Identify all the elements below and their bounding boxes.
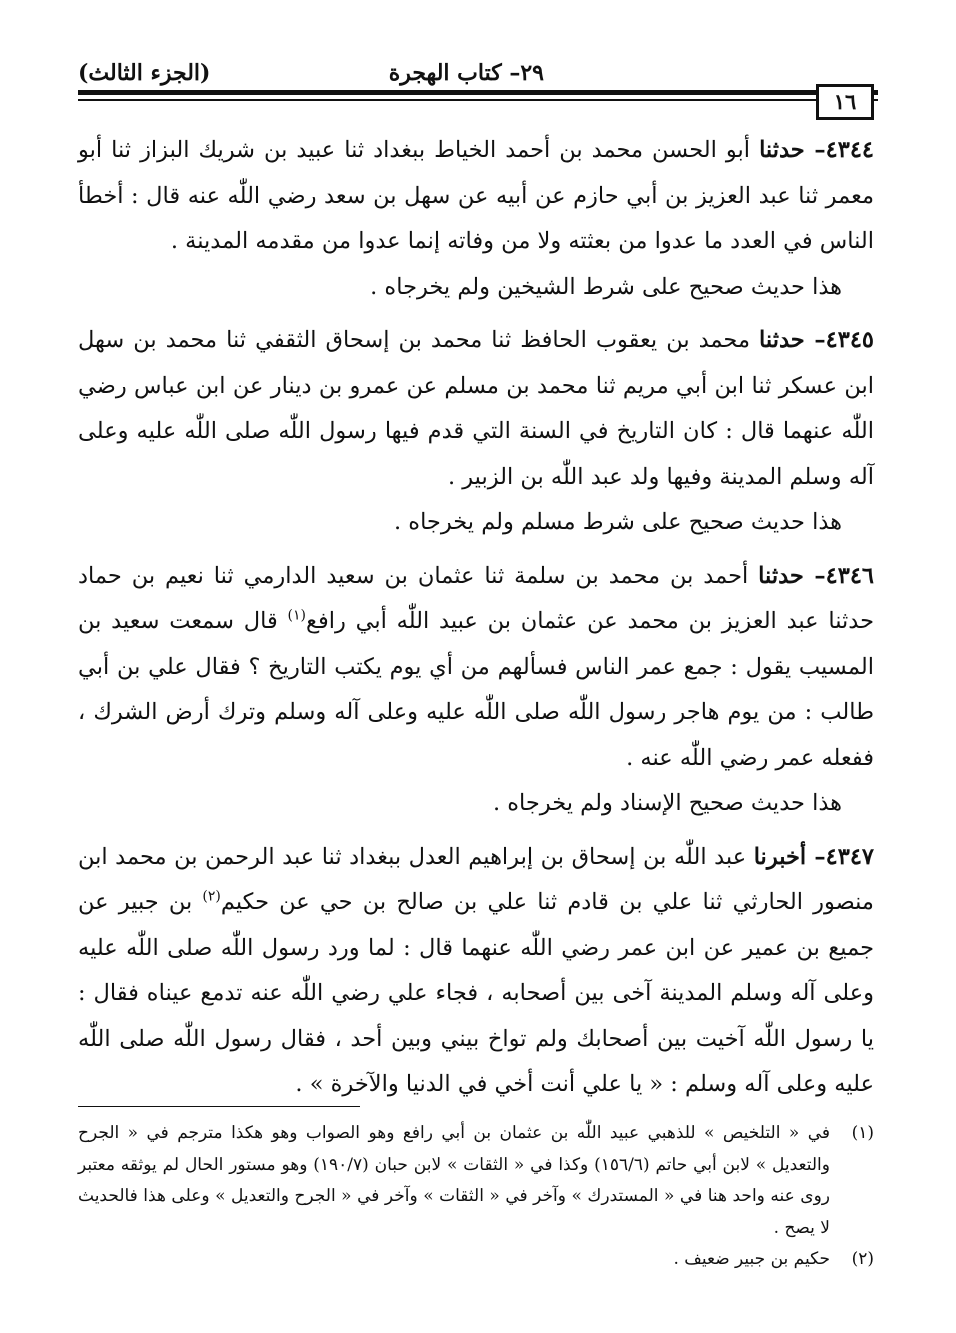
footnote-2 bbox=[78, 1244, 874, 1276]
header-rule-thin bbox=[78, 99, 878, 101]
hadith-text: أبو الحسن محمد بن أحمد الخياط ببغداد ثنا عبيد بن شريك البزاز ثنا أبو معمر ثنا عبد العزيز بن أبي حازم عن أبيه عن سهل بن سعد رضي اللّٰه عنه قال : أخطأ الناس في العدد ما عدوا من بعثته ولا من وفاته إنما عدوا من مقدمه المدينة . bbox=[78, 137, 874, 254]
page-number: ١٦ bbox=[833, 89, 857, 114]
footnote-ref[interactable]: (١) bbox=[287, 607, 306, 624]
footnote-1 bbox=[78, 1118, 874, 1244]
footnotes bbox=[78, 1118, 874, 1276]
footnote-divider bbox=[78, 1106, 360, 1107]
hadith-4347: ٤٣٤٧– أخبرنا عبد اللّٰه بن إسحاق بن إبراهيم العدل ببغداد ثنا عبد الرحمن بن محمد ابن منصور الحارثي ثنا علي بن قادم ثنا علي بن صالح بن حي عن حكيم$^{(٢)}$ بن جبير عن جميع بن عمير عن ابن عمر رضي اللّٰه عنهما قال : لما ورد رسول اللّٰه صلى اللّٰه عليه وعلى آله وسلم المدينة آخى بين أصحابه ، فجاء علي رضي اللّٰه عنه تدمع عيناه فقال : يا رسول اللّٰه آخيت بين أصحابك ولم تواخ بيني وبين أحد ، فقال رسول اللّٰه صلى اللّٰه عليه وعلى آله وسلم : « يا علي أنت أخي في الدنيا والآخرة » . bbox=[78, 843, 874, 1097]
page-number-box bbox=[816, 84, 874, 120]
hadith-number: ٤٣٤٧ bbox=[825, 843, 874, 870]
main-text bbox=[78, 128, 874, 1108]
footnote-text: في « التلخيص » للذهبي عبيد اللّٰه بن عثمان بن أبي رافع وهو الصواب وهو هكذا مترجم في « الجرح والتعديل » لابن أبي حاتم (١٥٦/٦) وكذا في « الثقات » لابن حبان (١٩٠/٧) وهو مستور الحال لم يوثقه معتبر روى عنه واحد هنا في « المستدرك » وآخر في « الثقات » وآخر في « الجرح والتعديل » وعلى هذا فالحديث لا يصح . bbox=[78, 1123, 830, 1238]
header-rule-thick bbox=[78, 90, 878, 95]
hadith-verdict: هذا حديث صحيح على شرط مسلم ولم يخرجاه . bbox=[393, 509, 842, 535]
footnote-number: (١) bbox=[851, 1123, 874, 1143]
hadith-number: ٤٣٤٥ bbox=[825, 327, 874, 353]
hadith-lead-word: حدثنا bbox=[758, 562, 804, 589]
hadith-number: ٤٣٤٤ bbox=[825, 137, 874, 163]
hadith-text: قال سمعت سعيد بن المسيب يقول : جمع عمر الناس فسألهم من أي يوم يكتب التاريخ ؟ فقال علي بن أبي طالب : من يوم هاجر رسول اللّٰه صلى اللّٰه عليه وعلى آله وسلم وترك أرض الشرك ، ففعله عمر رضي اللّٰه عنه . bbox=[78, 608, 874, 771]
footnote-ref[interactable]: (٢) bbox=[202, 888, 221, 905]
footnote-number: (٢) bbox=[851, 1249, 874, 1269]
hadith-4346: ٤٣٤٦– حدثنا أحمد بن محمد بن سلمة ثنا عثمان بن سعيد الدارمي ثنا نعيم بن حماد حدثنا عبد العزيز بن محمد عن عثمان بن عبيد اللّٰه أبي رافع$^{(١)}$ قال سمعت سعيد بن المسيب يقول : جمع عمر الناس فسألهم من أي يوم يكتب التاريخ ؟ فقال علي بن أبي طالب : من يوم هاجر رسول اللّٰه صلى اللّٰه عليه وعلى آله وسلم وترك أرض الشرك ، ففعله عمر رضي اللّٰه عنه . bbox=[78, 562, 874, 771]
hadith-4344: ٤٣٤٤– حدثنا أبو الحسن محمد بن أحمد الخياط ببغداد ثنا عبيد بن شريك البزاز ثنا أبو معمر ثنا عبد العزيز بن أبي حازم عن أبيه عن سهل بن سعد رضي اللّٰه عنه قال : أخطأ الناس في العدد ما عدوا من بعثته ولا من وفاته إنما عدوا من مقدمه المدينة . bbox=[78, 137, 874, 254]
hadith-verdict: هذا حديث صحيح على شرط الشيخين ولم يخرجاه . bbox=[370, 273, 842, 300]
hadith-text: بن جبير عن جميع بن عمير عن ابن عمر رضي اللّٰه عنهما قال : لما ورد رسول اللّٰه صلى اللّٰه عليه وعلى آله وسلم المدينة آخى بين أصحابه ، فجاء علي رضي اللّٰه عنه تدمع عيناه فقال : يا رسول اللّٰه آخيت بين أصحابك ولم تواخ بيني وبين أحد ، فقال رسول اللّٰه صلى اللّٰه عليه وعلى آله وسلم : « يا علي أنت أخي في الدنيا والآخرة » . bbox=[78, 889, 874, 1097]
page-header bbox=[78, 52, 874, 86]
volume-label: (الجزء الثالث) bbox=[78, 60, 211, 86]
hadith-lead-word: حدثنا bbox=[759, 137, 805, 163]
hadith-4345: ٤٣٤٥– حدثنا محمد بن يعقوب الحافظ ثنا محمد بن إسحاق الثقفي ثنا محمد بن سهل ابن عسكر ثنا ابن أبي مريم ثنا محمد بن مسلم عن عمرو بن دينار عن ابن عباس رضي اللّٰه عنهما قال : كان التاريخ في السنة التي قدم فيها رسول اللّٰه صلى اللّٰه عليه وعلى آله وسلم المدينة وفيها ولد عبد اللّٰه بن الزبير . bbox=[78, 327, 874, 490]
hadith-lead-word: حدثنا bbox=[759, 327, 805, 353]
footnote-text: حكيم بن جبير ضعيف . bbox=[673, 1249, 830, 1269]
book-title: ٢٩– كتاب الهجرة bbox=[388, 60, 544, 86]
hadith-lead-word: أخبرنا bbox=[753, 843, 807, 870]
hadith-text: أحمد بن محمد بن سلمة ثنا عثمان بن سعيد الدارمي ثنا نعيم بن حماد حدثنا عبد العزيز بن محمد عن عثمان بن عبيد اللّٰه أبي رافع bbox=[78, 562, 874, 634]
hadith-verdict: هذا حديث صحيح الإسناد ولم يخرجاه . bbox=[492, 790, 842, 816]
hadith-text: محمد بن يعقوب الحافظ ثنا محمد بن إسحاق الثقفي ثنا محمد بن سهل ابن عسكر ثنا ابن أبي مريم ثنا محمد بن مسلم عن عمرو بن دينار عن ابن عباس رضي اللّٰه عنهما قال : كان التاريخ في السنة التي قدم فيها رسول اللّٰه صلى اللّٰه عليه وعلى آله وسلم المدينة وفيها ولد عبد اللّٰه بن الزبير . bbox=[78, 327, 874, 490]
hadith-text: عبد اللّٰه بن إسحاق بن إبراهيم العدل ببغداد ثنا عبد الرحمن بن محمد ابن منصور الحارثي ثنا علي بن قادم ثنا علي بن صالح بن حي عن حكيم bbox=[78, 843, 874, 915]
hadith-number: ٤٣٤٦ bbox=[825, 562, 874, 589]
